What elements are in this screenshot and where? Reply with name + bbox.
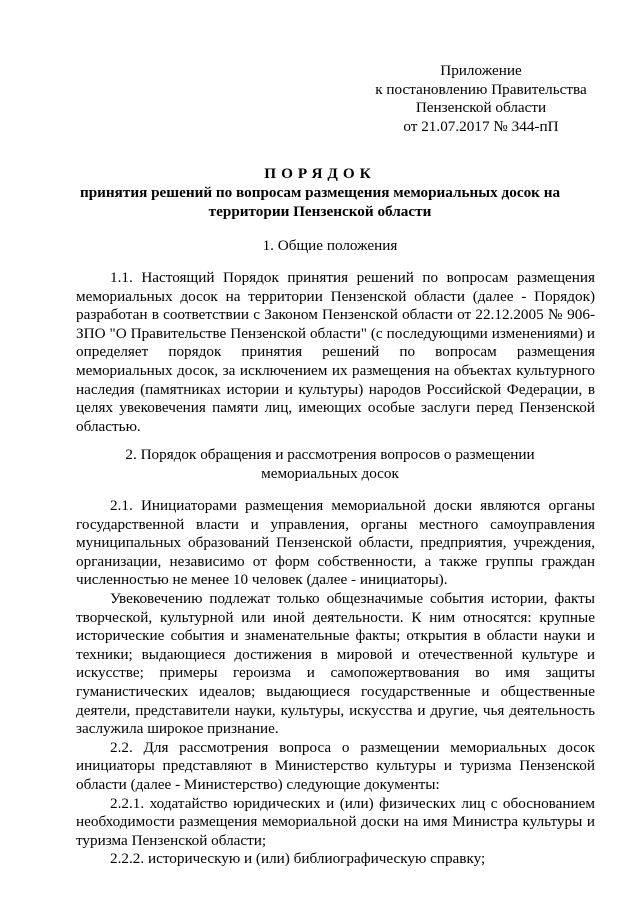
appendix-line-4: от 21.07.2017 № 344-пП — [403, 117, 559, 135]
appendix-line-3: Пензенской области — [415, 99, 547, 117]
paragraph-2-2: 2.2. Для рассмотрения вопроса о размещении мемориальных досок инициаторы представляют в Министерство культуры и туризма Пензенской области (далее - Министерство) следующие документы: — [76, 738, 595, 793]
appendix-line-2: к постановлению Правительства — [375, 80, 587, 98]
section-1-body — [76, 269, 595, 436]
section-1-heading: 1. Общие положения — [262, 237, 398, 254]
document-title: ПОРЯДОК — [264, 165, 376, 182]
section-2-heading: 2. Порядок обращения и рассмотрения вопросов о размещении мемориальных досок — [125, 446, 535, 482]
paragraph-2-2-1: 2.2.1. ходатайство юридических и (или) физических лиц с обоснованием необходимости размещения мемориальной доски на имя Министра культуры и туризма Пензенской области; — [76, 794, 595, 849]
document-subtitle: принятия решений по вопросам размещения мемориальных досок на территории Пензенской области — [79, 184, 561, 220]
paragraph-2-2-2: 2.2.2. историческую и (или) библиографическую справку; — [110, 850, 486, 868]
paragraph-2-1: 2.1. Инициаторами размещения мемориальной доски являются органы государственной власти и управления, органы местного самоуправления муниципальных образований Пензенской области, предприятия, учреждения, организации, независимо от форм собственности, а также группы граждан численностью не менее 10 человек (далее - инициаторы). — [76, 497, 595, 589]
appendix-block — [352, 62, 610, 136]
paragraph-1-1: 1.1. Настоящий Порядок принятия решений по вопросам размещения мемориальных досок на территории Пензенской области (далее - Порядок) разработан в соответствии с Законом Пензенской области от 22.12.2005 № 906-ЗПО "О Правительстве Пензенской области" (с последующими изменениями) и определяет порядок принятия решений по вопросам размещения мемориальных досок, за исключением их размещения на объектах культурного наследия (памятниках истории и культуры) народов Российской Федерации, в целях увековечения памяти лиц, имеющих особые заслуги перед Пензенской областью. — [76, 269, 595, 435]
section-2-body — [76, 497, 595, 869]
appendix-line-1: Приложение — [440, 62, 522, 79]
paragraph-2-1-events: Увековечению подлежат только общезначимые события истории, факты творческой, культурной или иной деятельности. К ним относятся: крупные исторические события и знаменательные факты; открытия в области науки и техники; выдающиеся достижения в мировой и отечественной культуре и искусстве; примеры героизма и самопожертвования во имя защиты гуманистических идеалов; выдающиеся государственные и общественные деятели, представители науки, культуры, искусства и другие, чья деятельность заслужила широкое признание. — [76, 589, 595, 738]
